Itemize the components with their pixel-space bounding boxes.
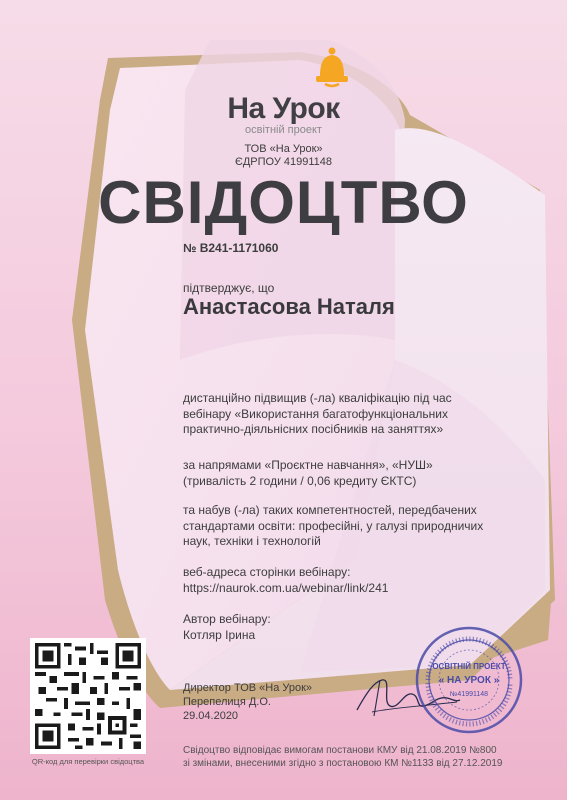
issue-date: 29.04.2020 (183, 710, 239, 722)
certificate-number: № В241-1171060 (183, 241, 279, 255)
company-stamp (414, 625, 524, 735)
confirms-text: підтверджує, що (183, 281, 275, 295)
company-code: ЄДРПОУ 41991148 (234, 156, 333, 168)
qualification-line: практично-діяльнісних посібників на заняттях» (183, 422, 444, 436)
qr-caption: QR-код для перевірки свідоцтва (31, 757, 145, 766)
qr-code[interactable] (35, 643, 141, 749)
brand-subtitle: освітній проект (245, 124, 322, 136)
competences-line: наук, техніки і технологій (183, 534, 321, 548)
competences-text (183, 503, 543, 550)
qualification-text (183, 391, 543, 438)
brand-name: На Урок (227, 92, 340, 125)
competences-line: стандартами освіти: професійні, у галузі природничих (183, 518, 484, 533)
competences-line: та набув (-ла) таких компетентностей, передбачених (183, 503, 477, 517)
footer-line: зі змінами, внесеними згідно з постановою КМ №1133 від 27.12.2019 (183, 758, 503, 769)
qualification-line: вебінару «Використання багатофункціональних (183, 406, 448, 421)
stamp-top: ОСВІТНІЙ ПРОЕКТ (432, 662, 506, 671)
webinar-link-url[interactable]: https://naurok.com.ua/webinar/link/241 (183, 580, 389, 595)
certificate-title: СВІДОЦТВО (98, 169, 469, 236)
directions-line: за напрямами «Проєктне навчання», «НУШ» (183, 458, 433, 472)
company-name: ТОВ «На Урок» (244, 143, 323, 155)
director-title: Директор ТОВ «На Урок» (183, 682, 313, 694)
qualification-line: дистанційно підвищив (-ла) кваліфікацію під час (183, 391, 452, 405)
legal-footer (183, 744, 502, 770)
director-name: Перепелиця Д.О. (183, 696, 271, 708)
bell-icon (312, 46, 352, 90)
recipient-name: Анастасова Наталя (183, 294, 395, 319)
webinar-link-label: веб-адреса сторінки вебінару: (183, 565, 351, 579)
stamp-code: №41991148 (449, 691, 489, 698)
webinar-link-block (183, 565, 543, 596)
company-info (0, 143, 567, 169)
author-label: Автор вебінару: (183, 612, 271, 626)
directions-line: (тривалість 2 години / 0,06 кредиту ЄКТС) (183, 473, 417, 488)
stamp-name: « НА УРОК » (438, 675, 500, 686)
footer-line: Свідоцтво відповідає вимогам постанови КМУ від 21.08.2019 №800 (183, 745, 497, 756)
author-name: Котляр Ірина (183, 627, 256, 642)
directions-text (183, 458, 543, 489)
